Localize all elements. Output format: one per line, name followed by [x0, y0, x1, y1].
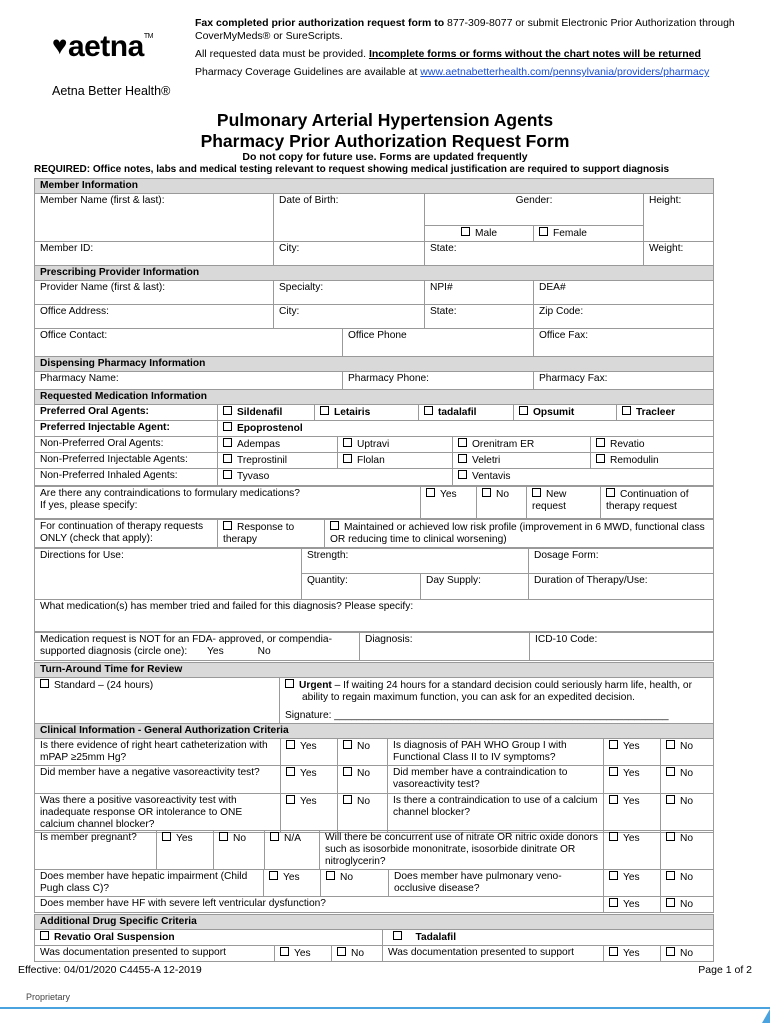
yes-label: Yes	[623, 948, 640, 959]
weight-label: Weight:	[649, 243, 684, 254]
ventavis-checkbox[interactable]	[453, 469, 714, 486]
checkbox-icon	[666, 947, 675, 956]
yes-label: Yes	[623, 741, 640, 752]
epoprostenol-label: Epoprostenol	[237, 423, 303, 434]
office-city-label: City:	[279, 306, 300, 317]
no-label: No	[351, 948, 365, 959]
required-notice: REQUIRED: Office notes, labs and medical testing relevant to request showing medical justification are required to support diagnosis	[34, 164, 670, 175]
form-title-line2: Pharmacy Prior Authorization Request Form	[200, 131, 570, 151]
np-injectable-label: Non-Preferred Injectable Agents:	[35, 453, 218, 469]
continuation-table	[34, 519, 714, 548]
response-checkbox[interactable]	[218, 520, 325, 548]
height-label: Height:	[649, 195, 682, 206]
npi-field[interactable]	[425, 281, 534, 305]
medication-table	[34, 389, 714, 437]
checkbox-icon	[223, 422, 232, 431]
yes-label: Yes	[300, 741, 317, 752]
clinical-table-3	[34, 869, 714, 913]
checkbox-icon	[343, 438, 352, 447]
checkbox-icon	[223, 438, 232, 447]
q7-yes-checkbox[interactable]	[157, 831, 214, 870]
tadalafil-label: tadalafil	[438, 407, 477, 418]
no-label: No	[340, 872, 354, 883]
no-label: No	[357, 741, 371, 752]
fda-label: Medication request is NOT for an FDA- approved, or compendia-supported diagnosis (circle one):	[40, 634, 332, 657]
member-state-field[interactable]	[425, 242, 644, 266]
tadalafil-criteria-label: Tadalafil	[415, 932, 457, 943]
checkbox-icon	[458, 470, 467, 479]
checkbox-icon	[320, 406, 329, 415]
turnaround-table	[34, 662, 714, 724]
q6-no-checkbox[interactable]	[661, 794, 714, 833]
office-state-label: State:	[430, 306, 457, 317]
no-label: No	[680, 948, 694, 959]
clinical-table	[34, 723, 714, 833]
quantity-label: Quantity:	[307, 575, 348, 586]
signature-line[interactable]: Signature: ___________________________________________________________	[285, 710, 669, 721]
ventavis-label: Ventavis	[472, 471, 511, 482]
pharmacy-section-header: Dispensing Pharmacy Information	[35, 357, 714, 372]
q1-yes-checkbox[interactable]	[281, 739, 338, 766]
uptravi-label: Uptravi	[357, 439, 390, 450]
q3-no-checkbox[interactable]	[338, 766, 388, 794]
member-city-field[interactable]	[274, 242, 425, 266]
sildenafil-checkbox[interactable]	[218, 405, 315, 421]
checkbox-icon	[326, 871, 335, 880]
yes-label: Yes	[440, 489, 457, 500]
height-field[interactable]	[644, 194, 714, 242]
na-label: N/A	[284, 833, 301, 844]
checkbox-icon	[519, 406, 528, 415]
checkbox-icon	[223, 470, 232, 479]
fax-line-rest: 877-309-8077 or submit Electronic Prior Authorization through CoverMyMeds® or SureScripts.	[195, 17, 735, 42]
q3-yes-checkbox[interactable]	[281, 766, 338, 794]
veletri-checkbox[interactable]	[453, 453, 591, 469]
checkbox-icon	[270, 832, 279, 841]
continuation-criteria-label: For continuation of therapy requests ONLY (check that apply):	[35, 520, 218, 548]
maintained-checkbox[interactable]	[325, 520, 714, 548]
no-label: No	[680, 796, 694, 807]
logo-tm: TM	[143, 33, 153, 40]
no-label: No	[680, 833, 694, 844]
sildenafil-label: Sildenafil	[237, 407, 283, 418]
checkbox-icon	[461, 227, 470, 236]
gender-label: Gender:	[515, 195, 553, 206]
contraindication-table	[34, 486, 714, 519]
contra-yes-checkbox[interactable]	[421, 487, 477, 519]
quantity-field[interactable]	[302, 574, 421, 600]
no-label: No	[680, 872, 694, 883]
checkbox-icon	[622, 406, 631, 415]
no-label: No	[680, 768, 694, 779]
specialty-field[interactable]	[274, 281, 425, 305]
checkbox-icon	[609, 767, 618, 776]
tyvaso-checkbox[interactable]	[218, 469, 453, 486]
male-checkbox[interactable]	[425, 226, 534, 242]
tadalafil-no-checkbox[interactable]	[661, 946, 714, 962]
dea-field[interactable]	[534, 281, 714, 305]
q-pregnant: Is member pregnant?	[35, 831, 157, 870]
checkbox-icon	[609, 898, 618, 907]
checkbox-icon	[609, 740, 618, 749]
required-bold: Incomplete forms or forms without the chart notes will be returned	[368, 48, 701, 60]
q-pvod: Does member have pulmonary veno-occlusive disease?	[389, 870, 604, 897]
q-negative-vasoreactivity: Did member have a negative vasoreactivity test?	[35, 766, 281, 794]
tadalafil-checkbox[interactable]	[419, 405, 514, 421]
office-contact-label: Office Contact:	[40, 330, 108, 341]
urgent-label: Urgent	[299, 680, 332, 691]
checkbox-icon	[280, 947, 289, 956]
member-city-label: City:	[279, 243, 300, 254]
contra-q-line1: Are there any contraindications to formulary medications?	[40, 488, 300, 499]
fda-no-option[interactable]: No	[257, 646, 271, 657]
q6-yes-checkbox[interactable]	[604, 794, 661, 833]
logo-subtitle: Aetna Better Health®	[52, 84, 171, 98]
npi-label: NPI#	[430, 282, 453, 293]
yes-label: Yes	[176, 833, 193, 844]
checkbox-icon	[269, 871, 278, 880]
np-inhaled-label: Non-Preferred Inhaled Agents:	[35, 469, 218, 486]
checkbox-icon	[343, 795, 352, 804]
pharmacy-fax-label: Pharmacy Fax:	[539, 373, 608, 384]
yes-label: Yes	[623, 899, 640, 910]
female-label: Female	[553, 228, 587, 239]
checkbox-icon	[40, 679, 49, 688]
icd10-field[interactable]	[530, 633, 714, 661]
member-id-label: Member ID:	[40, 243, 94, 254]
diagnosis-field[interactable]	[360, 633, 530, 661]
checkbox-icon	[532, 488, 541, 497]
q11-yes-checkbox[interactable]	[604, 897, 661, 913]
proprietary-label: Proprietary	[26, 992, 71, 1002]
yes-label: Yes	[300, 796, 317, 807]
checkbox-icon	[609, 832, 618, 841]
duration-label: Duration of Therapy/Use:	[534, 575, 648, 586]
checkbox-icon	[219, 832, 228, 841]
member-section-header: Member Information	[35, 179, 714, 194]
checkbox-icon	[609, 871, 618, 880]
form-notice: Do not copy for future use. Forms are updated frequently	[242, 151, 528, 163]
revatio-documentation-question: Was documentation presented to support	[35, 946, 275, 962]
veletri-label: Veletri	[472, 455, 501, 466]
office-contact-field[interactable]	[35, 329, 343, 357]
checkbox-icon	[223, 454, 232, 463]
checkbox-icon	[666, 871, 675, 880]
specialty-label: Specialty:	[279, 282, 324, 293]
revatio-yes-checkbox[interactable]	[275, 946, 332, 962]
directions-label: Directions for Use:	[40, 550, 124, 561]
provider-name-field[interactable]	[35, 281, 274, 305]
effective-date: Effective: 04/01/2020 C4455-A 12-2019	[18, 964, 202, 976]
checkbox-icon	[223, 406, 232, 415]
continuation-label: Continuation of therapy request	[606, 489, 689, 512]
q-hf-lv-dysfunction: Does member have HF with severe left ventricular dysfunction?	[35, 897, 604, 913]
yes-label: Yes	[623, 872, 640, 883]
q8-yes-checkbox[interactable]	[604, 831, 661, 870]
contraindication-question	[35, 487, 421, 519]
q2-yes-checkbox[interactable]	[604, 739, 661, 766]
q4-yes-checkbox[interactable]	[604, 766, 661, 794]
q2-no-checkbox[interactable]	[661, 739, 714, 766]
letairis-label: Letairis	[334, 407, 371, 418]
yes-label: Yes	[623, 833, 640, 844]
checkbox-icon	[286, 740, 295, 749]
remodulin-label: Remodulin	[610, 455, 659, 466]
np-oral-label: Non-Preferred Oral Agents:	[35, 437, 218, 453]
treprostinil-label: Treprostinil	[237, 455, 288, 466]
flolan-checkbox[interactable]	[338, 453, 453, 469]
q4-no-checkbox[interactable]	[661, 766, 714, 794]
directions-field[interactable]	[35, 549, 302, 600]
form-table-top	[34, 178, 714, 396]
checkbox-icon	[596, 438, 605, 447]
turnaround-section-header: Turn-Around Time for Review	[35, 663, 714, 678]
yes-label: Yes	[300, 768, 317, 779]
q7-na-checkbox[interactable]	[265, 831, 320, 870]
checkbox-icon	[609, 947, 618, 956]
remodulin-checkbox[interactable]	[591, 453, 714, 469]
checkbox-icon	[343, 767, 352, 776]
urgent-description: – If waiting 24 hours for a standard decision could seriously harm life, health, or ability to regain maximum function, you can ask for an expedited decision.	[302, 680, 692, 703]
office-phone-label: Office Phone	[348, 330, 407, 341]
zip-label: Zip Code:	[539, 306, 584, 317]
contra-q-line2: If yes, please specify:	[40, 500, 138, 511]
q-hepatic-impairment: Does member have hepatic impairment (Child Pugh class C)?	[35, 870, 264, 897]
checkbox-icon	[393, 931, 402, 940]
strength-field[interactable]	[302, 549, 529, 574]
dosage-form-label: Dosage Form:	[534, 550, 599, 561]
opsumit-label: Opsumit	[533, 407, 575, 418]
checkbox-icon	[666, 767, 675, 776]
checkbox-icon	[40, 931, 49, 940]
weight-field[interactable]	[644, 242, 714, 266]
yes-label: Yes	[623, 796, 640, 807]
fda-question	[35, 633, 360, 661]
preferred-injectable-label: Preferred Injectable Agent:	[35, 421, 218, 437]
checkbox-icon	[666, 740, 675, 749]
tyvaso-label: Tyvaso	[237, 471, 270, 482]
new-request-checkbox[interactable]	[527, 487, 601, 519]
directions-table	[34, 548, 714, 632]
office-city-field[interactable]	[274, 305, 425, 329]
dob-label: Date of Birth:	[279, 195, 339, 206]
no-label: No	[680, 741, 694, 752]
guidelines-text: Pharmacy Coverage Guidelines are available at	[195, 66, 421, 78]
q10-yes-checkbox[interactable]	[604, 870, 661, 897]
opsumit-checkbox[interactable]	[514, 405, 617, 421]
q7-no-checkbox[interactable]	[214, 831, 265, 870]
fax-line-bold: Fax completed prior authorization request form to	[195, 17, 445, 29]
checkbox-icon	[286, 795, 295, 804]
epoprostenol-checkbox[interactable]	[218, 421, 714, 437]
response-label: Response to therapy	[223, 522, 295, 545]
q9-yes-checkbox[interactable]	[264, 870, 321, 897]
checkbox-icon	[285, 679, 294, 688]
diagnosis-table	[34, 632, 714, 661]
q8-no-checkbox[interactable]	[661, 831, 714, 870]
checkbox-icon	[666, 795, 675, 804]
preferred-oral-label: Preferred Oral Agents:	[35, 405, 218, 421]
checkbox-icon	[330, 521, 339, 530]
day-supply-field[interactable]	[421, 574, 529, 600]
checkbox-icon	[666, 832, 675, 841]
strength-label: Strength:	[307, 550, 349, 561]
urgent-checkbox[interactable]	[280, 678, 714, 724]
revatio-no-checkbox[interactable]	[332, 946, 383, 962]
letairis-checkbox[interactable]	[315, 405, 419, 421]
tadalafil-documentation-question: Was documentation presented to support	[383, 946, 604, 962]
checkbox-icon	[606, 488, 615, 497]
dob-field[interactable]	[274, 194, 425, 242]
additional-section-header: Additional Drug Specific Criteria	[35, 915, 714, 930]
continuation-checkbox[interactable]	[601, 487, 714, 519]
member-state-label: State:	[430, 243, 457, 254]
office-address-field[interactable]	[35, 305, 274, 329]
q-nitrate-use: Will there be concurrent use of nitrate OR nitric oxide donors such as isosorbide mononitrate, isosorbide dinitrate OR nitroglycerin?	[320, 831, 604, 870]
footer-corner-triangle	[762, 1009, 770, 1023]
member-name-label: Member Name (first & last):	[40, 195, 165, 206]
revatio-suspension-label: Revatio Oral Suspension	[54, 932, 175, 943]
prescriber-section-header: Prescribing Provider Information	[35, 266, 714, 281]
footer-accent-bar	[0, 1007, 770, 1026]
q-pah-who-group: Is diagnosis of PAH WHO Group I with Functional Class II to IV symptoms?	[388, 739, 604, 766]
standard-label: Standard – (24 hours)	[54, 680, 154, 691]
guidelines-link[interactable]: www.aetnabetterhealth.com/pennsylvania/providers/pharmacy	[420, 66, 710, 78]
yes-label: Yes	[623, 768, 640, 779]
checkbox-icon	[426, 488, 435, 497]
tadalafil-yes-checkbox[interactable]	[604, 946, 661, 962]
uptravi-checkbox[interactable]	[338, 437, 453, 453]
provider-name-label: Provider Name (first & last):	[40, 282, 166, 293]
fda-yes-option[interactable]: Yes	[207, 646, 224, 657]
q1-no-checkbox[interactable]	[338, 739, 388, 766]
no-label: No	[680, 899, 694, 910]
aetna-logo	[52, 30, 153, 64]
male-label: Male	[474, 228, 498, 239]
q5-yes-checkbox[interactable]	[281, 794, 338, 833]
revatio-checkbox[interactable]	[591, 437, 714, 453]
dosage-form-field[interactable]	[529, 549, 714, 574]
revatio-label: Revatio	[610, 439, 645, 450]
q-positive-vasoreactivity: Was there a positive vasoreactivity test with inadequate response OR intolerance to ONE calcium channel blocker?	[35, 794, 281, 833]
additional-table	[34, 914, 714, 962]
header-instructions	[195, 17, 755, 84]
member-name-field[interactable]	[35, 194, 274, 242]
required-normal: All requested data must be provided.	[195, 48, 369, 60]
day-supply-label: Day Supply:	[426, 575, 481, 586]
orenitram-checkbox[interactable]	[453, 437, 591, 453]
checkbox-icon	[539, 227, 548, 236]
page-number: Page 1 of 2	[698, 964, 752, 976]
checkbox-icon	[286, 767, 295, 776]
form-title-line1: Pulmonary Arterial Hypertension Agents	[216, 110, 554, 130]
office-phone-field[interactable]	[343, 329, 534, 357]
adempas-checkbox[interactable]	[218, 437, 338, 453]
treprostinil-checkbox[interactable]	[218, 453, 338, 469]
member-id-field[interactable]	[35, 242, 274, 266]
maintained-label: Maintained or achieved low risk profile (improvement in 6 MWD, functional class OR reducing time to clinical worsening)	[330, 522, 705, 545]
checkbox-icon	[458, 454, 467, 463]
checkbox-icon	[482, 488, 491, 497]
orenitram-label: Orenitram ER	[472, 439, 535, 450]
q-contra-ccb: Is there a contraindication to use of a calcium channel blocker?	[388, 794, 604, 833]
zip-field[interactable]	[534, 305, 714, 329]
diagnosis-label: Diagnosis:	[365, 634, 413, 645]
checkbox-icon	[343, 454, 352, 463]
checkbox-icon	[223, 521, 232, 530]
flolan-label: Flolan	[357, 455, 385, 466]
medication-section-header: Requested Medication Information	[35, 390, 714, 405]
clinical-section-header: Clinical Information - General Authorization Criteria	[35, 724, 714, 739]
checkbox-icon	[424, 406, 433, 415]
checkbox-icon	[458, 438, 467, 447]
tracleer-checkbox[interactable]	[617, 405, 714, 421]
tadalafil-criteria-checkbox[interactable]	[383, 930, 714, 946]
tracleer-label: Tracleer	[636, 407, 676, 418]
q-contra-vasoreactivity: Did member have a contraindication to vasoreactivity test?	[388, 766, 604, 794]
yes-label: Yes	[294, 948, 311, 959]
checkbox-icon	[162, 832, 171, 841]
tried-failed-label: What medication(s) has member tried and failed for this diagnosis? Please specify:	[40, 601, 414, 612]
duration-field[interactable]	[529, 574, 714, 600]
checkbox-icon	[596, 454, 605, 463]
checkbox-icon	[343, 740, 352, 749]
checkbox-icon	[666, 898, 675, 907]
revatio-suspension-checkbox[interactable]	[35, 930, 383, 946]
yes-label: Yes	[283, 872, 300, 883]
no-label: No	[233, 833, 247, 844]
q9-no-checkbox[interactable]	[321, 870, 389, 897]
office-address-label: Office Address:	[40, 306, 109, 317]
logo-word: aetna	[67, 30, 144, 63]
pharmacy-phone-label: Pharmacy Phone:	[348, 373, 429, 384]
pharmacy-name-label: Pharmacy Name:	[40, 373, 119, 384]
standard-checkbox[interactable]	[35, 678, 280, 724]
adempas-label: Adempas	[237, 439, 281, 450]
office-fax-label: Office Fax:	[539, 330, 589, 341]
dea-label: DEA#	[539, 282, 566, 293]
no-label: No	[357, 768, 371, 779]
nonpreferred-table	[34, 436, 714, 486]
female-checkbox[interactable]	[534, 226, 644, 242]
heart-icon: ♥	[52, 30, 67, 60]
checkbox-icon	[609, 795, 618, 804]
q5-no-checkbox[interactable]	[338, 794, 388, 833]
office-state-field[interactable]	[425, 305, 534, 329]
checkbox-icon	[337, 947, 346, 956]
icd10-label: ICD-10 Code:	[535, 634, 598, 645]
no-label: No	[357, 796, 371, 807]
tried-failed-field[interactable]	[35, 600, 714, 632]
new-request-label: New request	[532, 489, 567, 512]
q11-no-checkbox[interactable]	[661, 897, 714, 913]
gender-header	[425, 194, 644, 226]
q10-no-checkbox[interactable]	[661, 870, 714, 897]
contra-no-checkbox[interactable]	[477, 487, 527, 519]
q-right-heart-cath: Is there evidence of right heart catheterization with mPAP ≥25mm Hg?	[35, 739, 281, 766]
office-fax-field[interactable]	[534, 329, 714, 357]
clinical-table-2	[34, 830, 714, 870]
no-label: No	[496, 489, 510, 500]
